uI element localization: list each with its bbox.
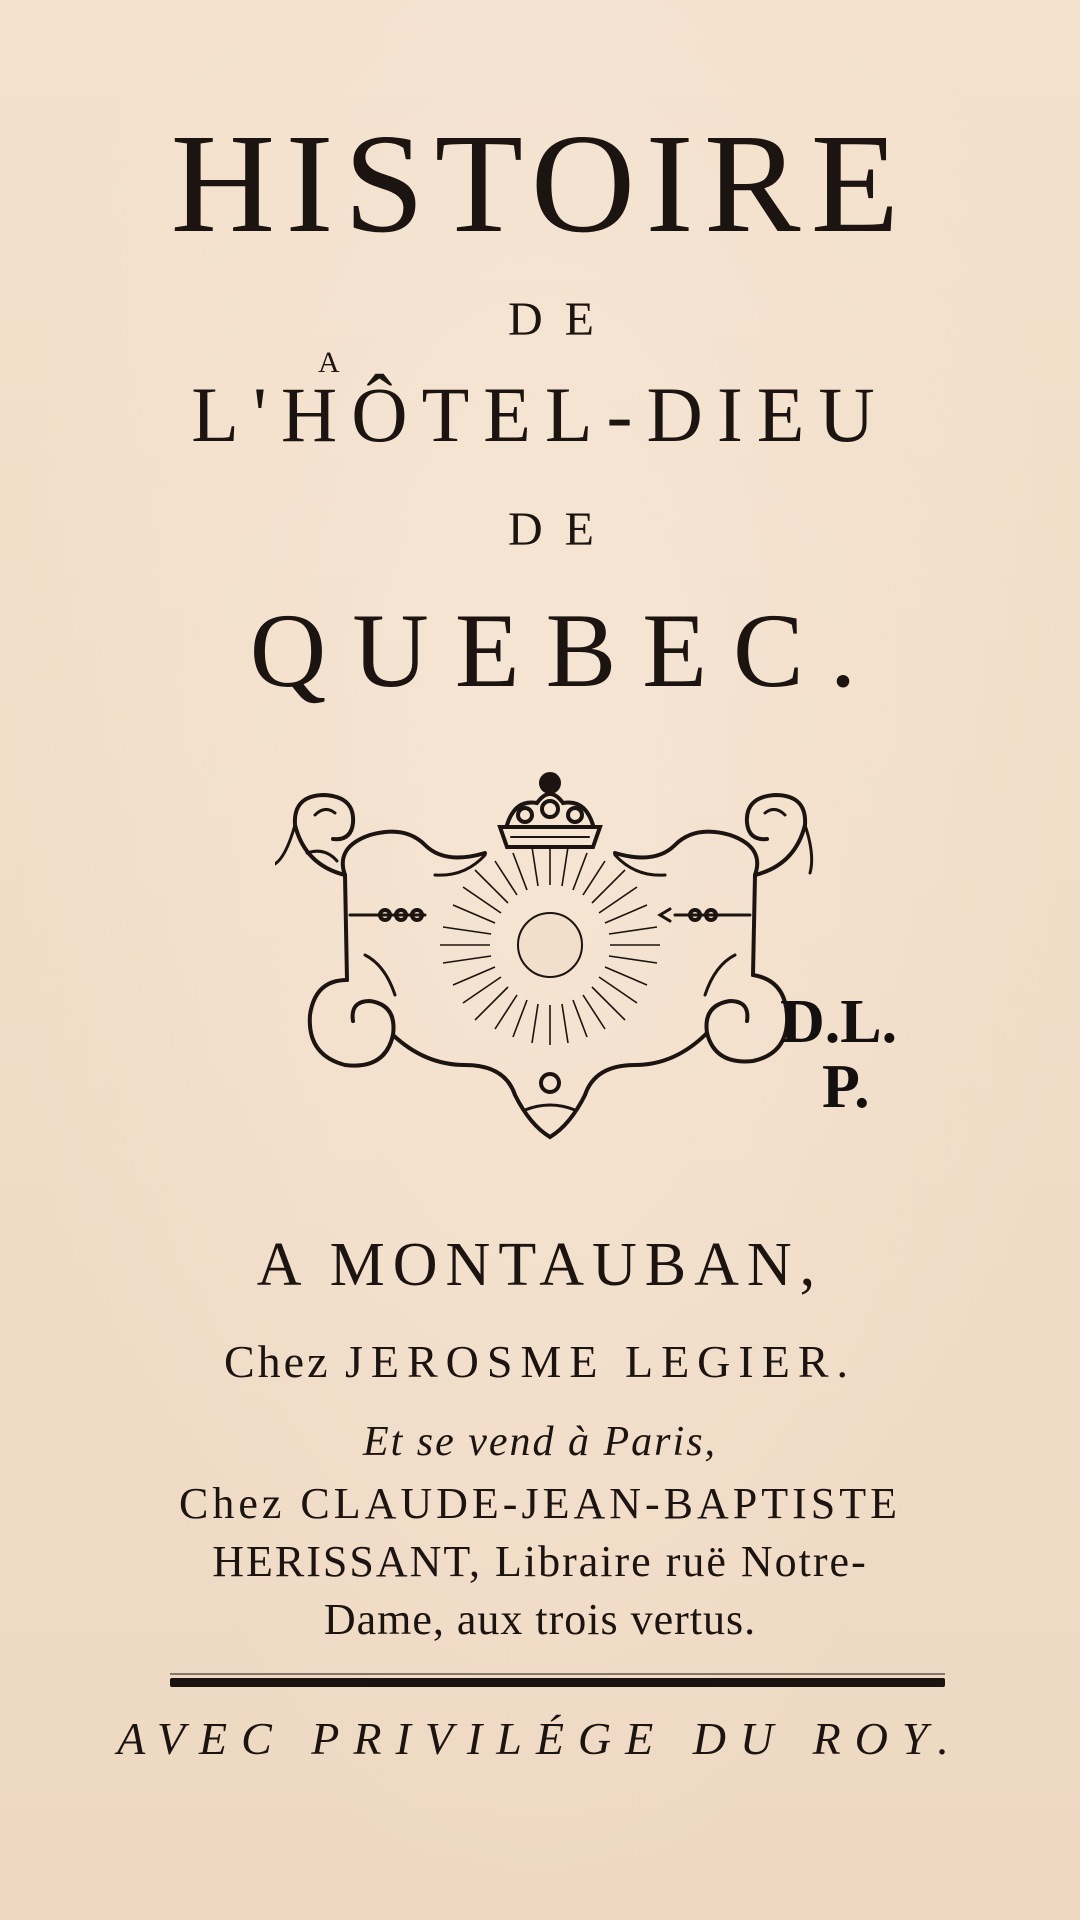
printer-prefix: Chez: [223, 1336, 331, 1387]
title-hotel-dieu: L'HÔTEL-DIEU: [191, 371, 889, 458]
printer-name: JEROSME LEGIER.: [345, 1336, 856, 1387]
title-de-second: DE: [508, 503, 616, 556]
imprint-printer: [0, 1335, 1080, 1388]
bookseller-line-2: HERISSANT, Libraire ruë Notre-: [212, 1537, 868, 1586]
bookseller-line-1: Chez CLAUDE-JEAN-BAPTISTE: [178, 1479, 902, 1528]
bookseller-line-3: Dame, aux trois vertus.: [323, 1595, 757, 1644]
imprint-sold-at: Et se vend à Paris,: [362, 1419, 718, 1465]
title-quebec: QUEBEC.: [249, 592, 883, 709]
horizontal-rule: [170, 1678, 945, 1687]
title-de-first: DE: [508, 293, 616, 346]
title-histoire: HISTOIRE: [170, 104, 910, 262]
stamp-line-2: P.: [822, 1053, 870, 1122]
crowned-cartouche-ornament-icon: [275, 765, 815, 1145]
library-stamp: [780, 990, 897, 1120]
title-accent-a: A: [318, 346, 340, 379]
privilege-line: AVEC PRIVILÉGE DU ROY.: [117, 1713, 963, 1764]
imprint-place: A MONTAUBAN,: [256, 1231, 824, 1299]
stamp-line-1: D.L.: [780, 988, 898, 1056]
